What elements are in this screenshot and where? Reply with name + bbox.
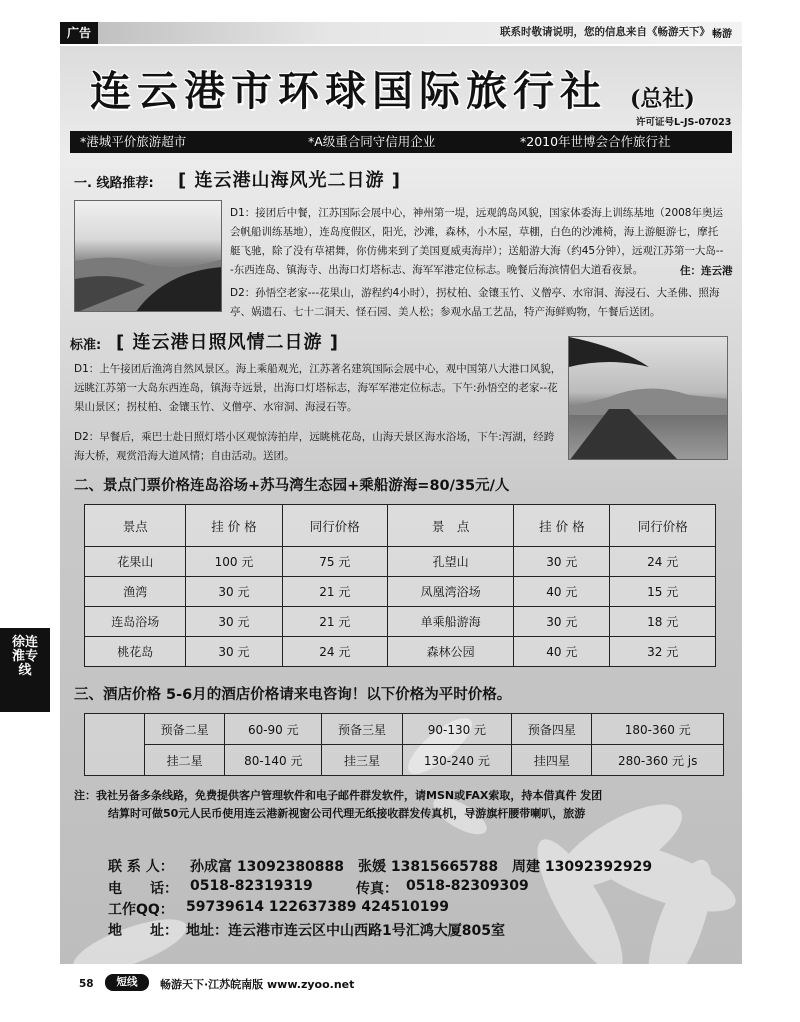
ticket-cell: 15 元: [610, 577, 716, 607]
contact-phone-label: 电 话：: [108, 881, 178, 897]
ticket-cell: 连岛浴场: [85, 607, 186, 637]
hotel-cell: 预备二星: [145, 714, 225, 745]
ticket-cell: 40 元: [514, 577, 610, 607]
slogan-2: *A级重合同守信用企业: [308, 134, 436, 149]
hotel-cell: 280-360 元 js: [592, 745, 724, 776]
ticket-cell: 30 元: [514, 607, 610, 637]
contact-fax-label: 传真：: [356, 881, 398, 897]
route1-photo: [74, 200, 222, 312]
ad-tag: 广告: [60, 22, 98, 44]
ticket-cell: 18 元: [610, 607, 716, 637]
contact-person-label: 联 系 人：: [108, 859, 174, 875]
ticket-cell: 30 元: [186, 607, 282, 637]
hotel-cell: 预备四星: [512, 714, 592, 745]
ticket-header: 景点: [85, 505, 186, 547]
ticket-header: 挂 价 格: [514, 505, 610, 547]
hotel-table: [84, 713, 724, 776]
ticket-cell: 渔湾: [85, 577, 186, 607]
hotel-heading: 三、酒店价格 5-6月的酒店价格请来电咨询！以下价格为平时价格。: [74, 687, 512, 703]
route1-stay: 住：连云港: [680, 265, 733, 277]
ticket-cell: 单乘船游海: [388, 607, 514, 637]
ticket-cell: 24 元: [610, 547, 716, 577]
ticket-header: 同行价格: [610, 505, 716, 547]
coast-image: [75, 201, 222, 312]
ticket-cell: 桃花岛: [85, 637, 186, 667]
agency-title-suffix: (总社): [630, 86, 695, 112]
route1-day1: D1：接团后中餐，江苏国际会展中心，神州第一堤，远观鸽岛风貌，国家体委海上训练基地（2008年奥运会帆船训练基地），连岛度假区，阳光，沙滩，森林，小木屋，草棚，白色的沙滩椅，海上游艇游七，摩托艇飞驰，除了没有草裙舞，你仿佛来到了美国夏威夷海岸）；送船游大海（约45分钟），远观江苏第一大岛---东西连岛、镇海寺、出海口灯塔标志、海军军港定位标志。晚餐后海滨情侣大道看夜景。: [230, 207, 724, 276]
hotel-cell: 180-360 元: [592, 714, 724, 745]
hotel-blank-cell: [85, 714, 145, 776]
ticket-cell: 30 元: [186, 577, 282, 607]
route2-name: [ 连云港日照风情二日游 ]: [116, 332, 339, 353]
table-row: [85, 714, 724, 745]
table-row: [85, 607, 716, 637]
side-tab-label: 徐连淮专线: [11, 635, 38, 678]
ticket-cell: 32 元: [610, 637, 716, 667]
route1-day2: D2：孙悟空老家---花果山，游程约4小时），拐杖柏、金镶玉竹、义僧亭、水帘洞、海浸石、大圣佛、照海亭、娲遗石、七十二洞天、怪石园、美人松；参观水晶工艺品，特产海鲜购物，午餐后送团。: [230, 287, 720, 318]
note-line-2: 结算时可做50元人民币使用连云港新视窗公司代理无纸接收群发传真机，导游旗杆腰带喇叭，旅游: [108, 807, 586, 820]
table-row: [85, 637, 716, 667]
ticket-cell: 75 元: [282, 547, 388, 577]
ticket-cell: 凤凰湾浴场: [388, 577, 514, 607]
hotel-cell: 60-90 元: [225, 714, 322, 745]
hotel-cell: 挂二星: [145, 745, 225, 776]
page-number: 58: [79, 978, 94, 990]
contact-persons: 孙成富 13092380888 张媛 13815665788 周建 13092392929: [190, 859, 653, 875]
ticket-cell: 100 元: [186, 547, 282, 577]
ticket-heading: 二、景点门票价格连岛浴场+苏马湾生态园+乘船游海=80/35元/人: [74, 478, 510, 494]
hotel-cell: 挂四星: [512, 745, 592, 776]
ticket-header: 挂 价 格: [186, 505, 282, 547]
note-line-1: 注：我社另备多条线路，免费提供客户管理软件和电子邮件群发软件，请MSN或FAX索取，持本借真件 发团: [74, 789, 603, 802]
ticket-table: [84, 504, 716, 667]
header-note: 联系时敬请说明，您的信息来自《畅游天下》: [500, 26, 710, 38]
slogan-1: *港城平价旅游超市: [80, 134, 187, 149]
section-tag: 短线: [105, 974, 149, 991]
ticket-cell: 30 元: [514, 547, 610, 577]
route2-day2: D2：早餐后，乘巴士赴日照灯塔小区观惊涛拍岸，远眺桃花岛，山海天景区海水浴场，下午:泻湖，经跨海大桥，观赏沿海大道风情；自由活动。送团。: [74, 431, 555, 462]
agency-title: 连云港市环球国际旅行社: [90, 67, 607, 115]
ticket-cell: 24 元: [282, 637, 388, 667]
contact-phone: 0518-82319319: [190, 878, 313, 894]
contact-address-label: 地 址：: [108, 923, 178, 939]
table-row: [85, 547, 716, 577]
contact-qq-label: 工作QQ：: [108, 902, 174, 918]
ticket-cell: 孔望山: [388, 547, 514, 577]
license-number: 许可证号L-JS-07023: [636, 117, 732, 128]
table-row: [85, 745, 724, 776]
hotel-cell: 预备三星: [322, 714, 402, 745]
slogan-bar: [70, 131, 732, 153]
route1-name: [ 连云港山海风光二日游 ]: [178, 170, 401, 191]
hotel-cell: 130-240 元: [402, 745, 512, 776]
hotel-cell: 90-130 元: [402, 714, 512, 745]
ticket-cell: 花果山: [85, 547, 186, 577]
ticket-cell: 森林公园: [388, 637, 514, 667]
header-logo: 畅游: [712, 29, 732, 40]
contact-fax: 0518-82309309: [406, 878, 529, 894]
slogan-3: *2010年世博会合作旅行社: [520, 134, 671, 149]
side-tab: [0, 628, 50, 712]
ticket-cell: 30 元: [186, 637, 282, 667]
ticket-cell: 21 元: [282, 607, 388, 637]
ticket-header: 景 点: [388, 505, 514, 547]
ticket-cell: 21 元: [282, 577, 388, 607]
hotel-cell: 80-140 元: [225, 745, 322, 776]
bridge-image: [569, 337, 728, 460]
hotel-cell: 挂三星: [322, 745, 402, 776]
ticket-header: 同行价格: [282, 505, 388, 547]
route2-day1: D1：上午接团后渔湾自然风景区。海上乘船观光，江苏著名建筑国际会展中心，观中国第八大港口风貌，远眺江苏第一大岛东西连岛，镇海寺远景，出海口灯塔标志，海军军港定位标志。下午:孙悟空的老家--花果山景区；拐杖柏、金镶玉竹、义僧亭、水帘洞、海浸石等。: [74, 363, 562, 413]
footer-text: 畅游天下·江苏皖南版 www.zyoo.net: [160, 978, 355, 991]
route1-label: 一. 线路推荐:: [74, 176, 154, 191]
ticket-header-row: [85, 505, 716, 547]
contact-address: 地址：连云港市连云区中山西路1号汇鸿大厦805室: [186, 923, 505, 939]
table-row: [85, 577, 716, 607]
route2-photo: [568, 336, 728, 460]
contact-qq: 59739614 122637389 424510199: [186, 899, 450, 915]
route2-label: 标准:: [70, 338, 102, 353]
ticket-cell: 40 元: [514, 637, 610, 667]
